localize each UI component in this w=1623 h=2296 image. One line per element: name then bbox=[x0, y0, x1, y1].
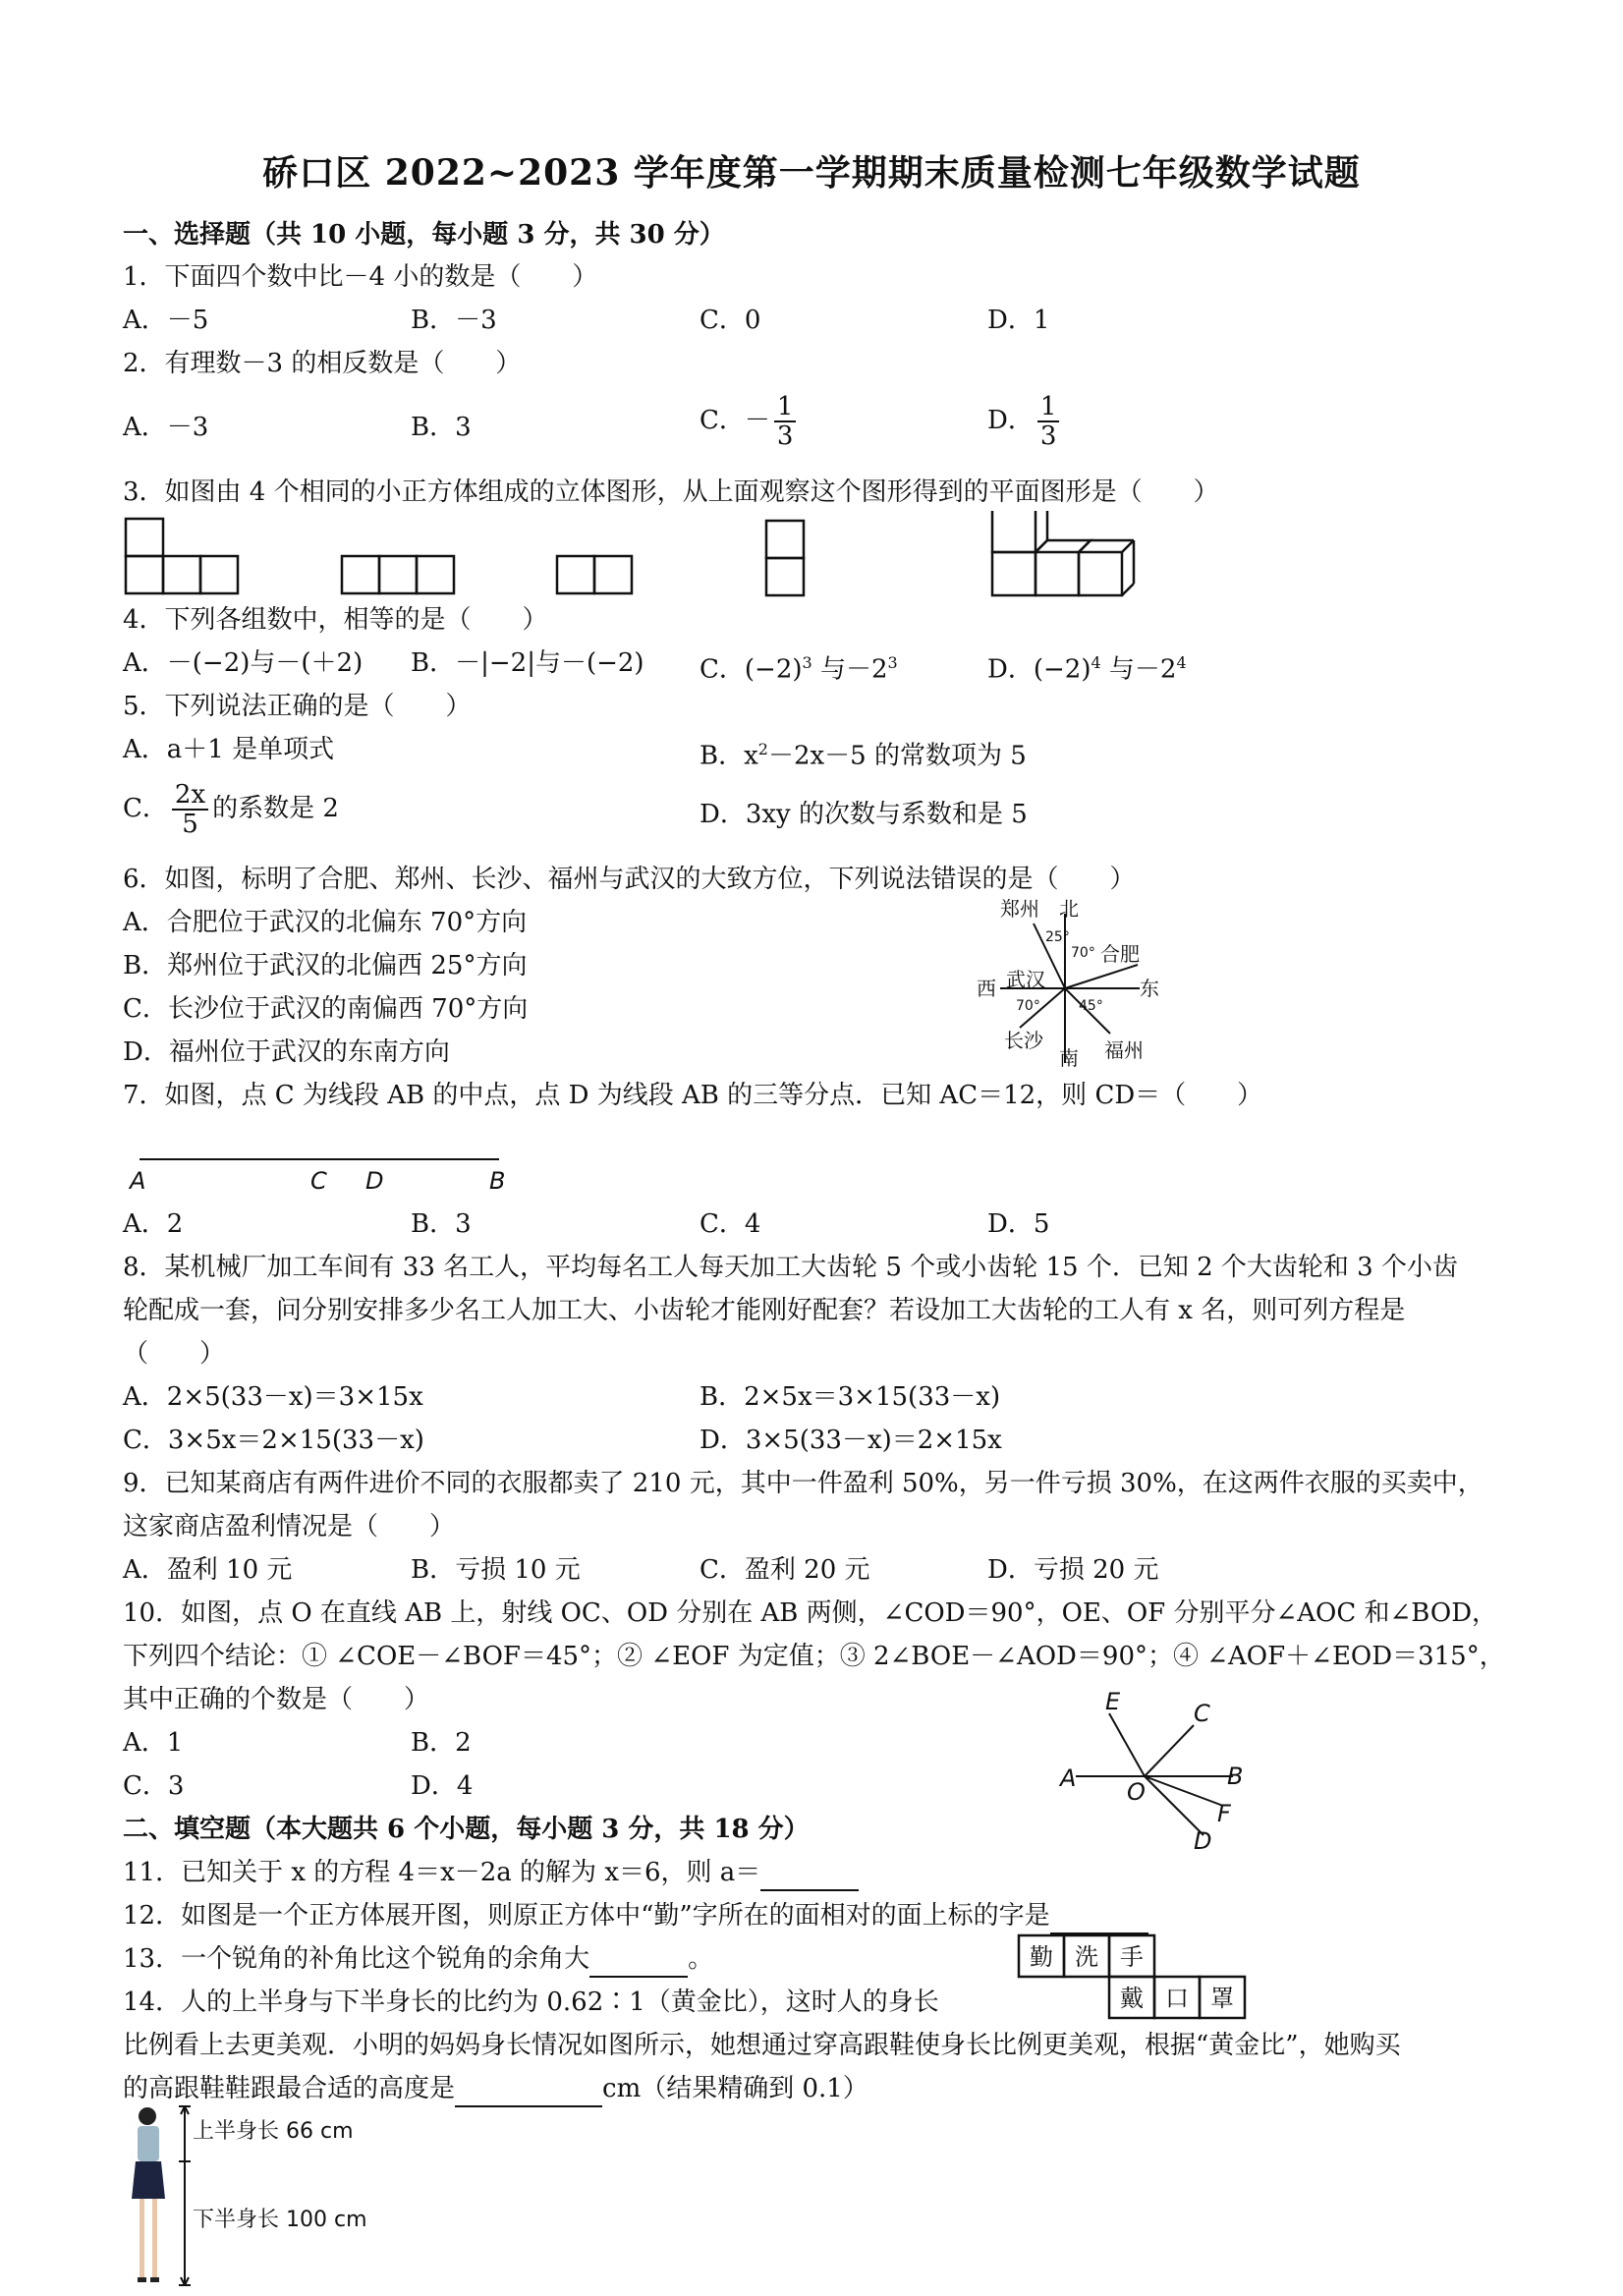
q12-cube-net bbox=[1017, 1933, 1262, 2032]
exponent: 4 bbox=[1091, 653, 1101, 672]
q1-option-d: D．1 bbox=[987, 306, 1050, 335]
label-east: 东 bbox=[1140, 977, 1159, 1000]
q1-stem: 1．下面四个数中比－4 小的数是（ ） bbox=[123, 262, 598, 292]
ray-hefei bbox=[1065, 965, 1138, 988]
q8-option-d: D．3×5(33－x)＝2×15x bbox=[700, 1426, 1002, 1455]
cell-3: 手 bbox=[1120, 1943, 1144, 1971]
q2-option-d-label: D． bbox=[987, 406, 1034, 435]
q8-option-a: A．2×5(33－x)＝3×15x bbox=[123, 1382, 423, 1412]
q5-option-a: A．a＋1 是单项式 bbox=[123, 735, 335, 764]
q2-option-c bbox=[700, 393, 800, 450]
label-wuhan: 武汉 bbox=[1006, 968, 1045, 991]
point-e: E bbox=[1105, 1688, 1121, 1715]
q11-text: 11．已知关于 x 的方程 4＝x－2a 的解为 x＝6，则 a＝ bbox=[123, 1858, 761, 1887]
q8-line2: 轮配成一套，问分别安排多少名工人加工大、小齿轮才能刚好配套？若设加工大齿轮的工人有 x 名，则可列方程是 bbox=[123, 1296, 1406, 1325]
text: C． bbox=[123, 794, 168, 823]
label-south: 南 bbox=[1059, 1046, 1079, 1070]
denominator: 3 bbox=[1039, 421, 1057, 451]
q4-option-b: B．－|−2|与－(−2) bbox=[411, 648, 644, 678]
angle-70: 70° bbox=[1071, 945, 1095, 961]
lower-body-label: 下半身长 100 cm bbox=[193, 2208, 367, 2232]
point-b: B bbox=[1227, 1763, 1244, 1790]
ray-of bbox=[1145, 1776, 1223, 1806]
numerator: 1 bbox=[774, 393, 797, 422]
fraction bbox=[774, 393, 797, 450]
q14-unit: cm（结果精确到 0.1） bbox=[602, 2074, 868, 2103]
point-d: D bbox=[365, 1167, 384, 1195]
q4-option-d bbox=[987, 646, 1187, 687]
q8-option-b: B．2×5x＝3×15(33－x) bbox=[700, 1382, 1001, 1412]
q13-text: 13．一个锐角的补角比这个锐角的余角大 bbox=[123, 1944, 590, 1974]
angle-70b: 70° bbox=[1016, 998, 1040, 1014]
upper-body-label: 上半身长 66 cm bbox=[193, 2119, 354, 2144]
q10-option-c: C．3 bbox=[123, 1771, 185, 1801]
q9-option-d: D．亏损 20 元 bbox=[987, 1555, 1159, 1585]
q10-option-d: D．4 bbox=[411, 1771, 474, 1801]
exponent: 3 bbox=[802, 653, 812, 672]
q5-stem: 5．下列说法正确的是（ ） bbox=[123, 692, 472, 721]
point-a: A bbox=[1060, 1764, 1077, 1792]
q9-option-b: B．亏损 10 元 bbox=[411, 1555, 581, 1585]
q8-line1: 8．某机械厂加工车间有 33 名工人，平均每名工人每天加工大齿轮 5 个或小齿轮 15 个．已知 2 个大齿轮和 3 个小齿 bbox=[123, 1253, 1458, 1282]
page-title: 硚口区 2022~2023 学年度第一学期期末质量检测七年级数学试题 bbox=[262, 152, 1361, 194]
label-changsha: 长沙 bbox=[1004, 1029, 1043, 1052]
q13-tail: 。 bbox=[688, 1944, 714, 1974]
q5-option-d: D．3xy 的次数与系数和是 5 bbox=[700, 800, 1028, 829]
ray-oe bbox=[1109, 1713, 1145, 1776]
label-fuzhou: 福州 bbox=[1104, 1038, 1144, 1062]
cell-1: 勤 bbox=[1030, 1943, 1053, 1971]
ray-od bbox=[1145, 1776, 1203, 1835]
q7-option-c: C．4 bbox=[700, 1209, 761, 1239]
q2-option-c-label: C．－ bbox=[700, 406, 770, 435]
answer-blank[interactable] bbox=[760, 1856, 859, 1891]
fraction bbox=[172, 781, 208, 838]
point-d: D bbox=[1194, 1827, 1212, 1855]
exponent: 4 bbox=[1176, 653, 1187, 672]
q6-compass-figure bbox=[973, 896, 1169, 1073]
point-a: A bbox=[130, 1167, 146, 1195]
denominator: 3 bbox=[776, 421, 794, 451]
q5-option-b bbox=[700, 733, 1027, 773]
q10-option-b: B．2 bbox=[411, 1728, 472, 1758]
q4-option-c bbox=[700, 646, 898, 687]
angle-45: 45° bbox=[1079, 998, 1103, 1014]
ray-oc bbox=[1145, 1725, 1194, 1776]
q2-option-a: A．－3 bbox=[123, 413, 209, 442]
q9-option-a: A．盈利 10 元 bbox=[123, 1555, 293, 1585]
q1-option-a: A．－5 bbox=[123, 306, 209, 335]
q10-line1: 10．如图，点 O 在直线 AB 上，射线 OC、OD 分别在 AB 两侧，∠COD＝90°，OE、OF 分别平分∠AOC 和∠BOD， bbox=[123, 1598, 1498, 1628]
text: －2x－5 的常数项为 5 bbox=[767, 741, 1027, 771]
q7-stem: 7．如图，点 C 为线段 AB 的中点，点 D 为线段 AB 的三等分点．已知 AC＝12，则 CD＝（ ） bbox=[123, 1081, 1263, 1110]
q14-body-figure bbox=[118, 2102, 413, 2289]
label-west: 西 bbox=[977, 977, 996, 1000]
q6-option-b: B．郑州位于武汉的北偏西 25°方向 bbox=[123, 951, 528, 980]
q6-option-c: C．长沙位于武汉的南偏西 70°方向 bbox=[123, 994, 529, 1024]
point-o: O bbox=[1127, 1778, 1146, 1806]
point-c: C bbox=[1194, 1700, 1210, 1727]
label-hefei: 合肥 bbox=[1100, 942, 1140, 966]
cube-solid bbox=[992, 511, 1134, 595]
q12-text: 12．如图是一个正方体展开图，则原正方体中“勤”字所在的面相对的面上标的字是 bbox=[123, 1901, 1050, 1931]
q6-stem: 6．如图，标明了合肥、郑州、长沙、福州与武汉的大致方位，下列说法错误的是（ ） bbox=[123, 865, 1136, 894]
text: D．(−2) bbox=[987, 654, 1091, 685]
q14-text: 的高跟鞋鞋跟最合适的高度是 bbox=[123, 2074, 456, 2103]
q6-option-a: A．合肥位于武汉的北偏东 70°方向 bbox=[123, 908, 528, 937]
square bbox=[126, 519, 163, 556]
numerator: 2x bbox=[172, 781, 208, 811]
answer-blank[interactable] bbox=[589, 1942, 688, 1978]
q9-option-c: C．盈利 20 元 bbox=[700, 1555, 870, 1585]
denominator: 5 bbox=[182, 810, 198, 839]
q4-option-a: A．－(−2)与－(＋2) bbox=[123, 648, 364, 678]
cell-5: 口 bbox=[1165, 1985, 1189, 2012]
q10-line3: 其中正确的个数是（ ） bbox=[123, 1685, 430, 1714]
point-b: B bbox=[489, 1167, 506, 1195]
exponent: 3 bbox=[887, 653, 898, 672]
q9-line2: 这家商店盈利情况是（ ） bbox=[123, 1512, 456, 1541]
label-north: 北 bbox=[1059, 897, 1079, 921]
q7-segment-figure bbox=[118, 1148, 531, 1197]
woman-icon bbox=[132, 2107, 165, 2282]
q2-stem: 2．有理数－3 的相反数是（ ） bbox=[123, 349, 522, 378]
q7-option-b: B．3 bbox=[411, 1209, 472, 1239]
point-f: F bbox=[1217, 1800, 1231, 1827]
cell-4: 戴 bbox=[1120, 1985, 1144, 2012]
answer-blank[interactable] bbox=[1050, 1899, 1148, 1934]
q13 bbox=[123, 1942, 713, 1978]
q12 bbox=[123, 1899, 1148, 1934]
q5-option-c bbox=[123, 781, 339, 838]
fraction bbox=[1037, 393, 1060, 450]
q3-stem: 3．如图由 4 个相同的小正方体组成的立体图形，从上面观察这个图形得到的平面图形是（ ） bbox=[123, 477, 1219, 507]
text: 与－2 bbox=[812, 654, 888, 685]
q11 bbox=[123, 1856, 859, 1891]
q4-stem: 4．下列各组数中，相等的是（ ） bbox=[123, 605, 548, 635]
label-zhengzhou: 郑州 bbox=[1000, 897, 1039, 921]
section-heading-choice: 一、选择题（共 10 小题，每小题 3 分，共 30 分） bbox=[123, 220, 725, 250]
q1-option-b: B．－3 bbox=[411, 306, 497, 335]
numerator: 1 bbox=[1037, 393, 1060, 422]
q10-option-a: A．1 bbox=[123, 1728, 184, 1758]
q8-option-c: C．3×5x＝2×15(33－x) bbox=[123, 1426, 424, 1455]
answer-blank[interactable] bbox=[455, 2072, 602, 2107]
q10-line2: 下列四个结论：① ∠COE－∠BOF＝45°；② ∠EOF 为定值；③ 2∠BOE－∠AOD＝90°；④ ∠AOF＋∠EOD＝315°， bbox=[123, 1642, 1505, 1671]
q7-option-d: D．5 bbox=[987, 1209, 1050, 1239]
text: C．(−2) bbox=[700, 654, 803, 685]
q9-line1: 9．已知某商店有两件进价不同的衣服都卖了 210 元，其中一件盈利 50%，另一件亏损 30%，在这两件衣服的买卖中， bbox=[123, 1469, 1483, 1498]
q6-option-d: D．福州位于武汉的东南方向 bbox=[123, 1037, 450, 1067]
q3-figures bbox=[118, 511, 1149, 609]
cell-2: 洗 bbox=[1075, 1943, 1098, 1971]
q2-option-b: B．3 bbox=[411, 413, 472, 442]
q2-option-d bbox=[987, 393, 1063, 450]
q14-line1: 14．人的上半身与下半身长的比约为 0.62∶1（黄金比），这时人的身长 bbox=[123, 1988, 939, 2017]
q8-line3: （ ） bbox=[123, 1339, 226, 1369]
q7-option-a: A．2 bbox=[123, 1209, 184, 1239]
text: B．x bbox=[700, 741, 758, 771]
text: 的系数是 2 bbox=[212, 794, 339, 823]
cell-6: 罩 bbox=[1210, 1985, 1234, 2012]
q14-line2: 比例看上去更美观．小明的妈妈身长情况如图所示，她想通过穿高跟鞋使身长比例更美观，根据“黄金比”，她购买 bbox=[123, 2031, 1401, 2060]
text: 与－2 bbox=[1100, 654, 1177, 685]
angle-25: 25° bbox=[1045, 929, 1070, 945]
q10-angle-figure bbox=[1056, 1688, 1262, 1855]
point-c: C bbox=[310, 1167, 327, 1195]
exponent: 2 bbox=[757, 740, 768, 758]
section-heading-fill: 二、填空题（本大题共 6 个小题，每小题 3 分，共 18 分） bbox=[123, 1815, 810, 1844]
q1-option-c: C．0 bbox=[700, 306, 761, 335]
